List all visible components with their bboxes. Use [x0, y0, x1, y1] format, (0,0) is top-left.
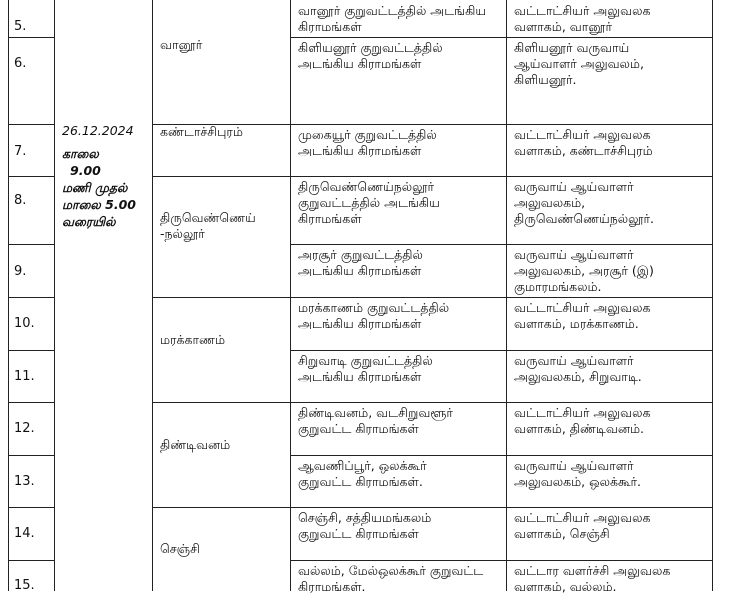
row-line — [290, 297, 712, 298]
venue-cell: வட்டாட்சியர் அலுவலக வளாகம், மரக்காணம். — [514, 300, 651, 331]
row-line — [8, 176, 54, 177]
row-line — [290, 124, 712, 125]
time-line: காலை — [62, 146, 99, 161]
villages-cell: செஞ்சி, சத்தியமங்கலம் குறுவட்ட கிராமங்கள் — [298, 510, 432, 541]
row-line — [8, 560, 54, 561]
col-divider-3 — [290, 0, 291, 591]
serial-number: 11. — [14, 369, 35, 384]
time-line: மாலை 5.00 — [62, 197, 136, 212]
table-border-left — [8, 0, 9, 591]
villages-cell: முகையூர் குறுவட்டத்தில் அடங்கிய கிராமங்கள் — [298, 127, 437, 158]
date-text: 26.12.2024 — [62, 123, 134, 138]
serial-number: 13. — [14, 474, 35, 489]
villages-cell: ஆவணிப்பூர், ஒலக்கூர் குறுவட்ட கிராமங்கள். — [298, 458, 427, 489]
row-line — [8, 124, 54, 125]
row-line — [290, 402, 712, 403]
villages-cell: வானூர் குறுவட்டத்தில் அடங்கிய கிராமங்கள் — [298, 3, 487, 34]
row-line — [8, 507, 54, 508]
row-line — [290, 176, 712, 177]
serial-number: 10. — [14, 316, 35, 331]
row-line — [8, 244, 54, 245]
villages-cell: மரக்காணம் குறுவட்டத்தில் அடங்கிய கிராமங்கள் — [298, 300, 450, 331]
row-line — [8, 37, 54, 38]
col-divider-4 — [506, 0, 507, 591]
serial-number: 6. — [14, 56, 27, 71]
venue-cell: வருவாய் ஆய்வாளர் அலுவலகம், அரசூர் (இ) குமாரமங்கலம். — [514, 247, 654, 294]
venue-cell: வருவாய் ஆய்வாளர் அலுவலகம், திருவெண்ணெய்நல்லூர். — [514, 179, 654, 226]
col-divider-1 — [54, 0, 55, 591]
area-name: மரக்காணம் — [160, 332, 226, 347]
venue-cell: வட்டாட்சியர் அலுவலக வளாகம், செஞ்சி — [514, 510, 651, 541]
row-line — [8, 350, 54, 351]
time-line: 9.00 — [70, 163, 101, 178]
serial-number: 9. — [14, 264, 27, 279]
row-line — [290, 455, 712, 456]
area-name: திருவெண்ணெய் -நல்லூர் — [160, 210, 256, 241]
venue-cell: வட்டாட்சியர் அலுவலக வளாகம், திண்டிவனம். — [514, 405, 651, 436]
area-name: வானூர் — [160, 37, 203, 52]
row-line — [8, 455, 54, 456]
row-line — [8, 297, 54, 298]
serial-number: 8. — [14, 193, 27, 208]
villages-cell: கிளியனூர் குறுவட்டத்தில் அடங்கிய கிராமங்கள் — [298, 40, 443, 71]
venue-cell: வட்டாட்சியர் அலுவலக வளாகம், வானூர் — [514, 3, 651, 34]
villages-cell: சிறுவாடி குறுவட்டத்தில் அடங்கிய கிராமங்கள் — [298, 353, 433, 384]
serial-number: 14. — [14, 526, 35, 541]
time-line: வரையில் — [62, 214, 116, 229]
area-name: கண்டாச்சிபுரம் — [160, 124, 243, 139]
serial-number: 15. — [14, 578, 35, 593]
venue-cell: வட்டாட்சியர் அலுவலக வளாகம், கண்டாச்சிபுரம் — [514, 127, 653, 158]
group-line — [152, 176, 290, 177]
venue-cell: வருவாய் ஆய்வாளர் அலுவலகம், சிறுவாடி. — [514, 353, 642, 384]
villages-cell: திருவெண்ணெய்நல்லூர் குறுவட்டத்தில் அடங்கிய கிராமங்கள் — [298, 179, 440, 226]
row-line — [8, 402, 54, 403]
row-line — [290, 560, 712, 561]
row-line — [290, 507, 712, 508]
group-line — [152, 402, 290, 403]
villages-cell: அரசூர் குறுவட்டத்தில் அடங்கிய கிராமங்கள் — [298, 247, 423, 278]
area-name: செஞ்சி — [160, 541, 200, 556]
venue-cell: வட்டார வளர்ச்சி அலுவலக வளாகம், வல்லம். — [514, 563, 671, 594]
row-line — [290, 37, 712, 38]
group-line — [152, 297, 290, 298]
serial-number: 5. — [14, 19, 27, 34]
date-time-block — [62, 122, 148, 230]
time-line: மணி முதல் — [62, 180, 128, 195]
serial-number: 7. — [14, 144, 27, 159]
venue-cell: கிளியனூர் வருவாய் ஆய்வாளர் அலுவலம், கிளியனூர். — [514, 40, 644, 87]
villages-cell: வல்லம், மேல்ஒலக்கூர் குறுவட்ட கிராமங்கள். — [298, 563, 484, 594]
row-line — [290, 244, 712, 245]
group-line — [152, 507, 290, 508]
table-border-right — [712, 0, 713, 591]
row-line — [290, 350, 712, 351]
col-divider-2 — [152, 0, 153, 591]
villages-cell: திண்டிவனம், வடசிறுவளூர் குறுவட்ட கிராமங்கள் — [298, 405, 453, 436]
area-name: திண்டிவனம் — [160, 437, 231, 452]
serial-number: 12. — [14, 421, 35, 436]
venue-cell: வருவாய் ஆய்வாளர் அலுவலகம், ஒலக்கூர். — [514, 458, 641, 489]
